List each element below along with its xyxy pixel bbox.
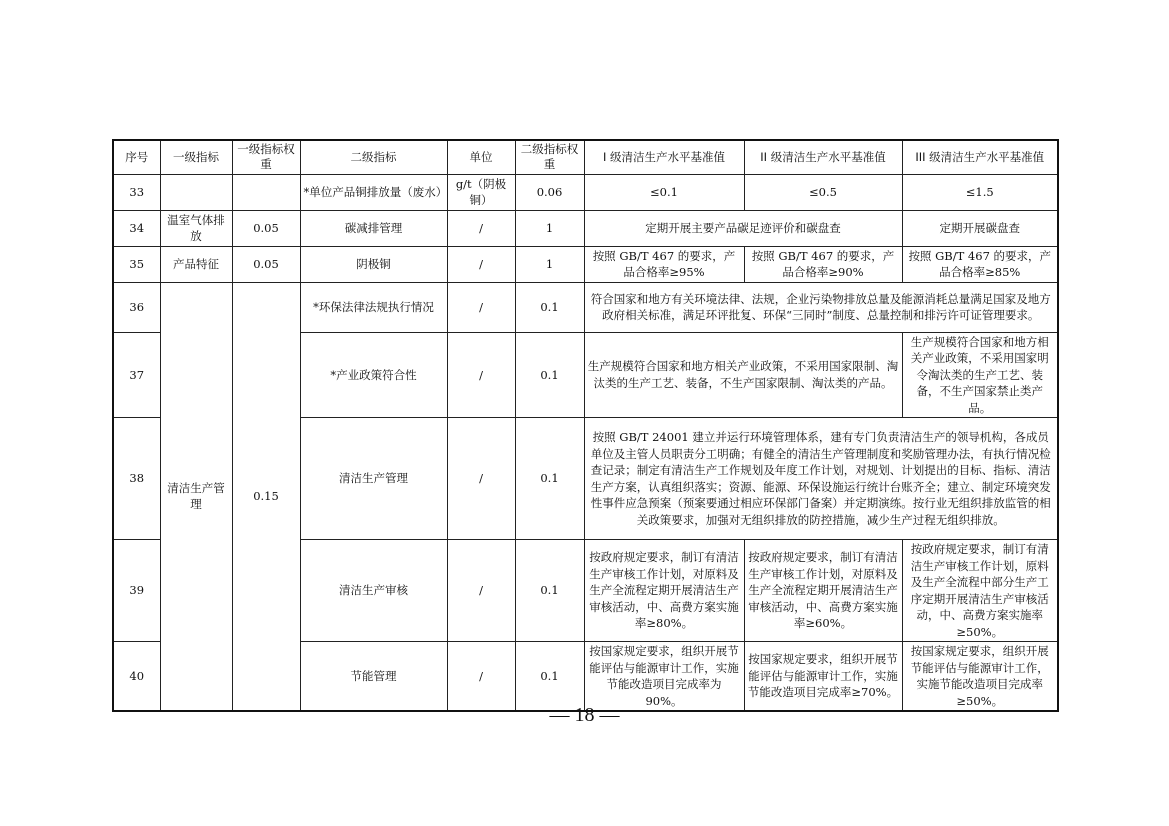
cell-level1: 产品特征 bbox=[160, 246, 232, 282]
cell-grade1: 按照 GB/T 467 的要求，产品合格率≥95% bbox=[584, 246, 744, 282]
cell-seq: 33 bbox=[113, 174, 160, 210]
cell-grade12: 生产规模符合国家和地方相关产业政策，不采用国家限制、淘汰类的生产工艺、装备，不生产国家限制、淘汰类的产品。 bbox=[584, 332, 902, 418]
header-grade3: III 级清洁生产水平基准值 bbox=[902, 140, 1058, 174]
cell-seq: 38 bbox=[113, 418, 160, 540]
cell-unit: / bbox=[447, 210, 515, 246]
header-level1-weight: 一级指标权重 bbox=[232, 140, 300, 174]
cell-level2: *单位产品铜排放量（废水） bbox=[300, 174, 447, 210]
table-row bbox=[113, 174, 1058, 210]
cell-grade2: ≤0.5 bbox=[744, 174, 902, 210]
header-unit: 单位 bbox=[447, 140, 515, 174]
table-row bbox=[113, 210, 1058, 246]
cell-grade3: 生产规模符合国家和地方相关产业政策，不采用国家明令淘汰类的生产工艺、装备，不生产国家禁止类产品。 bbox=[902, 332, 1058, 418]
cell-level2: *环保法律法规执行情况 bbox=[300, 282, 447, 332]
header-level2: 二级指标 bbox=[300, 140, 447, 174]
cell-grade3: ≤1.5 bbox=[902, 174, 1058, 210]
cell-level1-weight: 0.05 bbox=[232, 210, 300, 246]
cell-grade3: 按政府规定要求，制订有清洁生产审核工作计划，原料及生产全流程中部分生产工序定期开展清洁生产审核活动，中、高费方案实施率≥50%。 bbox=[902, 540, 1058, 642]
cell-weight: 1 bbox=[515, 210, 584, 246]
cell-level1-weight-group: 0.15 bbox=[232, 282, 300, 711]
cell-seq: 35 bbox=[113, 246, 160, 282]
cell-level2: 阴极铜 bbox=[300, 246, 447, 282]
cell-grade1: 按国家规定要求，组织开展节能评估与能源审计工作，实施节能改造项目完成率为 90%。 bbox=[584, 642, 744, 712]
header-grade1: I 级清洁生产水平基准值 bbox=[584, 140, 744, 174]
cell-unit: / bbox=[447, 246, 515, 282]
cell-grade3: 按照 GB/T 467 的要求，产品合格率≥85% bbox=[902, 246, 1058, 282]
cell-grade3: 定期开展碳盘查 bbox=[902, 210, 1058, 246]
cell-level1 bbox=[160, 174, 232, 210]
cell-weight: 0.1 bbox=[515, 540, 584, 642]
cell-seq: 39 bbox=[113, 540, 160, 642]
table-row bbox=[113, 282, 1058, 332]
cell-level2: *产业政策符合性 bbox=[300, 332, 447, 418]
header-seq: 序号 bbox=[113, 140, 160, 174]
cell-unit: / bbox=[447, 332, 515, 418]
cell-level1: 温室气体排放 bbox=[160, 210, 232, 246]
cell-grade2: 按国家规定要求，组织开展节能评估与能源审计工作，实施节能改造项目完成率≥70%。 bbox=[744, 642, 902, 712]
cell-weight: 0.1 bbox=[515, 282, 584, 332]
cell-grade2: 按政府规定要求，制订有清洁生产审核工作计划，对原料及生产全流程定期开展清洁生产审核活动，中、高费方案实施率≥60%。 bbox=[744, 540, 902, 642]
page-number: — 18 — bbox=[549, 704, 620, 726]
header-grade2: II 级清洁生产水平基准值 bbox=[744, 140, 902, 174]
cell-seq: 37 bbox=[113, 332, 160, 418]
header-row bbox=[113, 140, 1058, 174]
cell-unit: / bbox=[447, 642, 515, 712]
cell-unit: / bbox=[447, 282, 515, 332]
cell-weight: 0.06 bbox=[515, 174, 584, 210]
header-level2-weight: 二级指标权重 bbox=[515, 140, 584, 174]
cell-unit: / bbox=[447, 418, 515, 540]
cell-weight: 0.1 bbox=[515, 332, 584, 418]
cell-grade2: 按照 GB/T 467 的要求，产品合格率≥90% bbox=[744, 246, 902, 282]
cell-unit: g/t（阴极铜） bbox=[447, 174, 515, 210]
cell-seq: 36 bbox=[113, 282, 160, 332]
cell-weight: 0.1 bbox=[515, 642, 584, 712]
cell-seq: 34 bbox=[113, 210, 160, 246]
cell-level2: 清洁生产审核 bbox=[300, 540, 447, 642]
cell-level1-weight: 0.05 bbox=[232, 246, 300, 282]
cell-grade1: ≤0.1 bbox=[584, 174, 744, 210]
cell-grade12: 定期开展主要产品碳足迹评价和碳盘查 bbox=[584, 210, 902, 246]
table-row bbox=[113, 246, 1058, 282]
cell-level1-weight bbox=[232, 174, 300, 210]
cell-level1-group: 清洁生产管理 bbox=[160, 282, 232, 711]
cell-level2: 清洁生产管理 bbox=[300, 418, 447, 540]
cell-level2: 碳减排管理 bbox=[300, 210, 447, 246]
cell-level2: 节能管理 bbox=[300, 642, 447, 712]
header-level1: 一级指标 bbox=[160, 140, 232, 174]
standards-table bbox=[112, 139, 1059, 712]
cell-grade123: 按照 GB/T 24001 建立并运行环境管理体系，建有专门负责清洁生产的领导机构，各成员单位及主管人员职责分工明确；有健全的清洁生产管理制度和奖励管理办法，有执行情况检查记录；制定有清洁生产工作规划及年度工作计划，对规划、计划提出的目标、指标、清洁生产方案，认真组织落实；资源、能源、环保设施运行统计台账齐全；建立、制定环境突发性事件应急预案（预案要通过相应环保部门备案）并定期演练。按行业无组织排放监管的相关政策要求，加强对无组织排放的防控措施，减少生产过程无组织排放。 bbox=[584, 418, 1058, 540]
cell-seq: 40 bbox=[113, 642, 160, 712]
cell-weight: 1 bbox=[515, 246, 584, 282]
cell-grade3: 按国家规定要求，组织开展节能评估与能源审计工作，实施节能改造项目完成率≥50%。 bbox=[902, 642, 1058, 712]
cell-weight: 0.1 bbox=[515, 418, 584, 540]
cell-grade123: 符合国家和地方有关环境法律、法规，企业污染物排放总量及能源消耗总量满足国家及地方政府相关标准，满足环评批复、环保“三同时”制度、总量控制和排污许可证管理要求。 bbox=[584, 282, 1058, 332]
cell-grade1: 按政府规定要求，制订有清洁生产审核工作计划，对原料及生产全流程定期开展清洁生产审核活动，中、高费方案实施率≥80%。 bbox=[584, 540, 744, 642]
cell-unit: / bbox=[447, 540, 515, 642]
